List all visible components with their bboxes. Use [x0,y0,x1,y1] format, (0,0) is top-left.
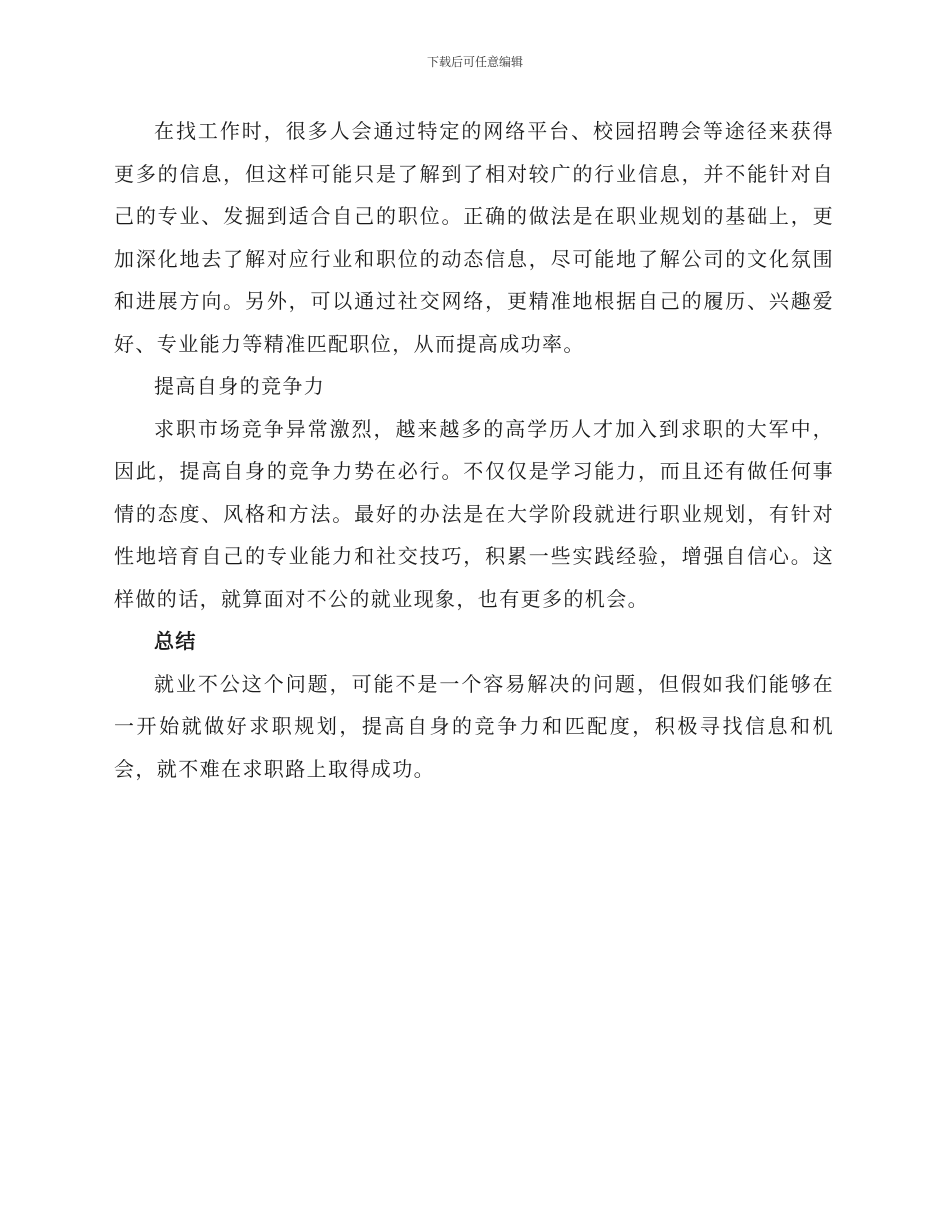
page-header-note: 下载后可任意编辑 [426,55,523,69]
subheading-competitiveness: 提高自身的竞争力 [154,374,326,398]
section-title-summary: 总结 [154,629,197,653]
paragraph-competitiveness: 求职市场竞争异常激烈，越来越多的高学历人才加入到求职的大军中，因此，提高自身的竞争力势在必行。不仅仅是学习能力，而且还有做任何事情的态度、风格和方法。最好的办法是在大学阶段就进行职业规划，有针对性地培育自己的专业能力和社交技巧，积累一些实践经验，增强自信心。这样做的话，就算面对不公的就业现象，也有更多的机会。 [114,416,834,611]
paragraph-job-search-info: 在找工作时，很多人会通过特定的网络平台、校园招聘会等途径来获得更多的信息，但这样可能只是了解到了相对较广的行业信息，并不能针对自己的专业、发掘到适合自己的职位。正确的做法是在职业规划的基础上，更加深化地去了解对应行业和职位的动态信息，尽可能地了解公司的文化氛围和进展方向。另外，可以通过社交网络，更精准地根据自己的履历、兴趣爱好、专业能力等精准匹配职位，从而提高成功率。 [114,119,834,356]
document-body [114,110,834,790]
paragraph-summary: 就业不公这个问题，可能不是一个容易解决的问题，但假如我们能够在一开始就做好求职规划，提高自身的竞争力和匹配度，积极寻找信息和机会，就不难在求职路上取得成功。 [114,671,834,781]
